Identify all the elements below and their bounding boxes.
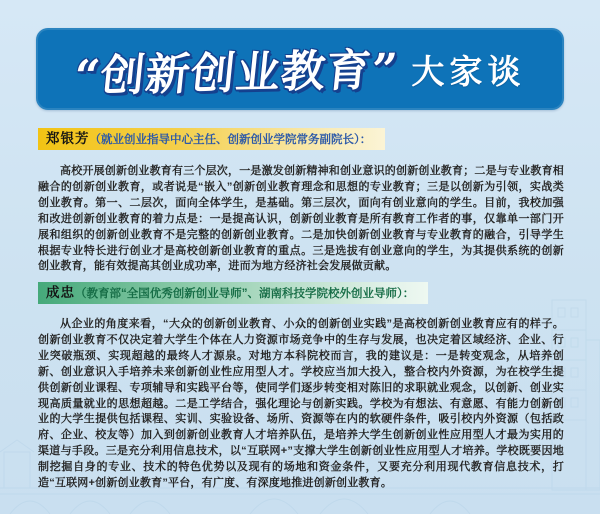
speaker-label-chengzhong xyxy=(38,282,428,304)
banner-subtitle: 大家谈 xyxy=(411,52,526,90)
speaker-name: 郑银芳 xyxy=(46,131,90,146)
speaker-name: 成忠 xyxy=(46,285,75,300)
banner-calligraphy-title: “创新创业教育” xyxy=(71,44,400,103)
speaker-label-zhengyinfang xyxy=(38,128,385,150)
title-banner xyxy=(36,28,564,110)
speaker-role: （教育部“全国优秀创新创业导师”、湖南科技学院校外创业导师）： xyxy=(75,288,415,300)
speaker-commentary-2: 从企业的角度来看，“大众的创新创业教育、小众的创新创业实践”是高校创新创业教育应有的样子。创新创业教育不仅决定着大学生个体在人力资源市场竞争中的生存与发展，也决定着区域经济、企业、行业突破瓶颈、实现超越的最终人才源泉。对地方本科院校而言，我的建议是：一是转变观念，从培养创新、创业意识入手培养未来创新创业性应用型人才。学校应当加大投入，整合校内外资源，为在校学生提供创新创业课程、专项辅导和实践平台等，使同学们逐步转变相对陈旧的求职就业观念，以创新、创业实现高质量就业的思想超越。二是工学结合，强化理论与创新实践。学校为有想法、有意愿、有能力创新创业的大学生提供包括课程、实训、实验设备、场所、资源等在内的软硬件条件，吸引校内外资源（包括政府、企业、校友等）加入到创新创业教育人才培养队伍，是培养大学生创新创业性应用型人才最为实用的渠道与手段。三是充分利用信息技术，以“互联网+”支撑大学生创新创业性应用型人才培养。学校既要因地制挖掘自身的专业、技术的特色优势以及现有的场地和资金条件，又要充分利用现代教育信息技术，打造“互联网+创新创业教育”平台，有广度、有深度地推进创新创业教育。 xyxy=(38,318,564,490)
speaker-commentary-1: 高校开展创新创业教育有三个层次，一是激发创新精神和创业意识的创新创业教育；二是与专业教育相融合的创新创业教育，或者说是“嵌入”创新创业教育理念和思想的专业教育；三是以创新为引领，实战类创业教育。第一、二层次，面向全体学生，是基础。第三层次，面向有创业意向的学生。目前，我校加强和改进创新创业教育的着力点是：一是提高认识，创新创业教育是所有教育工作者的事，仅靠单一部门开展和组织的创新创业教育不是完整的创新创业教育。二是加快创新创业教育与专业教育的融合，引导学生根据专业特长进行创业才是高校创新创业教育的重点。三是选拔有创业意向的学生，为其提供系统的创新创业教育，能有效提高其创业成功率，进而为地方经济社会发展做贡献。 xyxy=(38,165,564,273)
speaker-role: （就业创业指导中心主任、创新创业学院常务副院长）： xyxy=(89,134,372,146)
